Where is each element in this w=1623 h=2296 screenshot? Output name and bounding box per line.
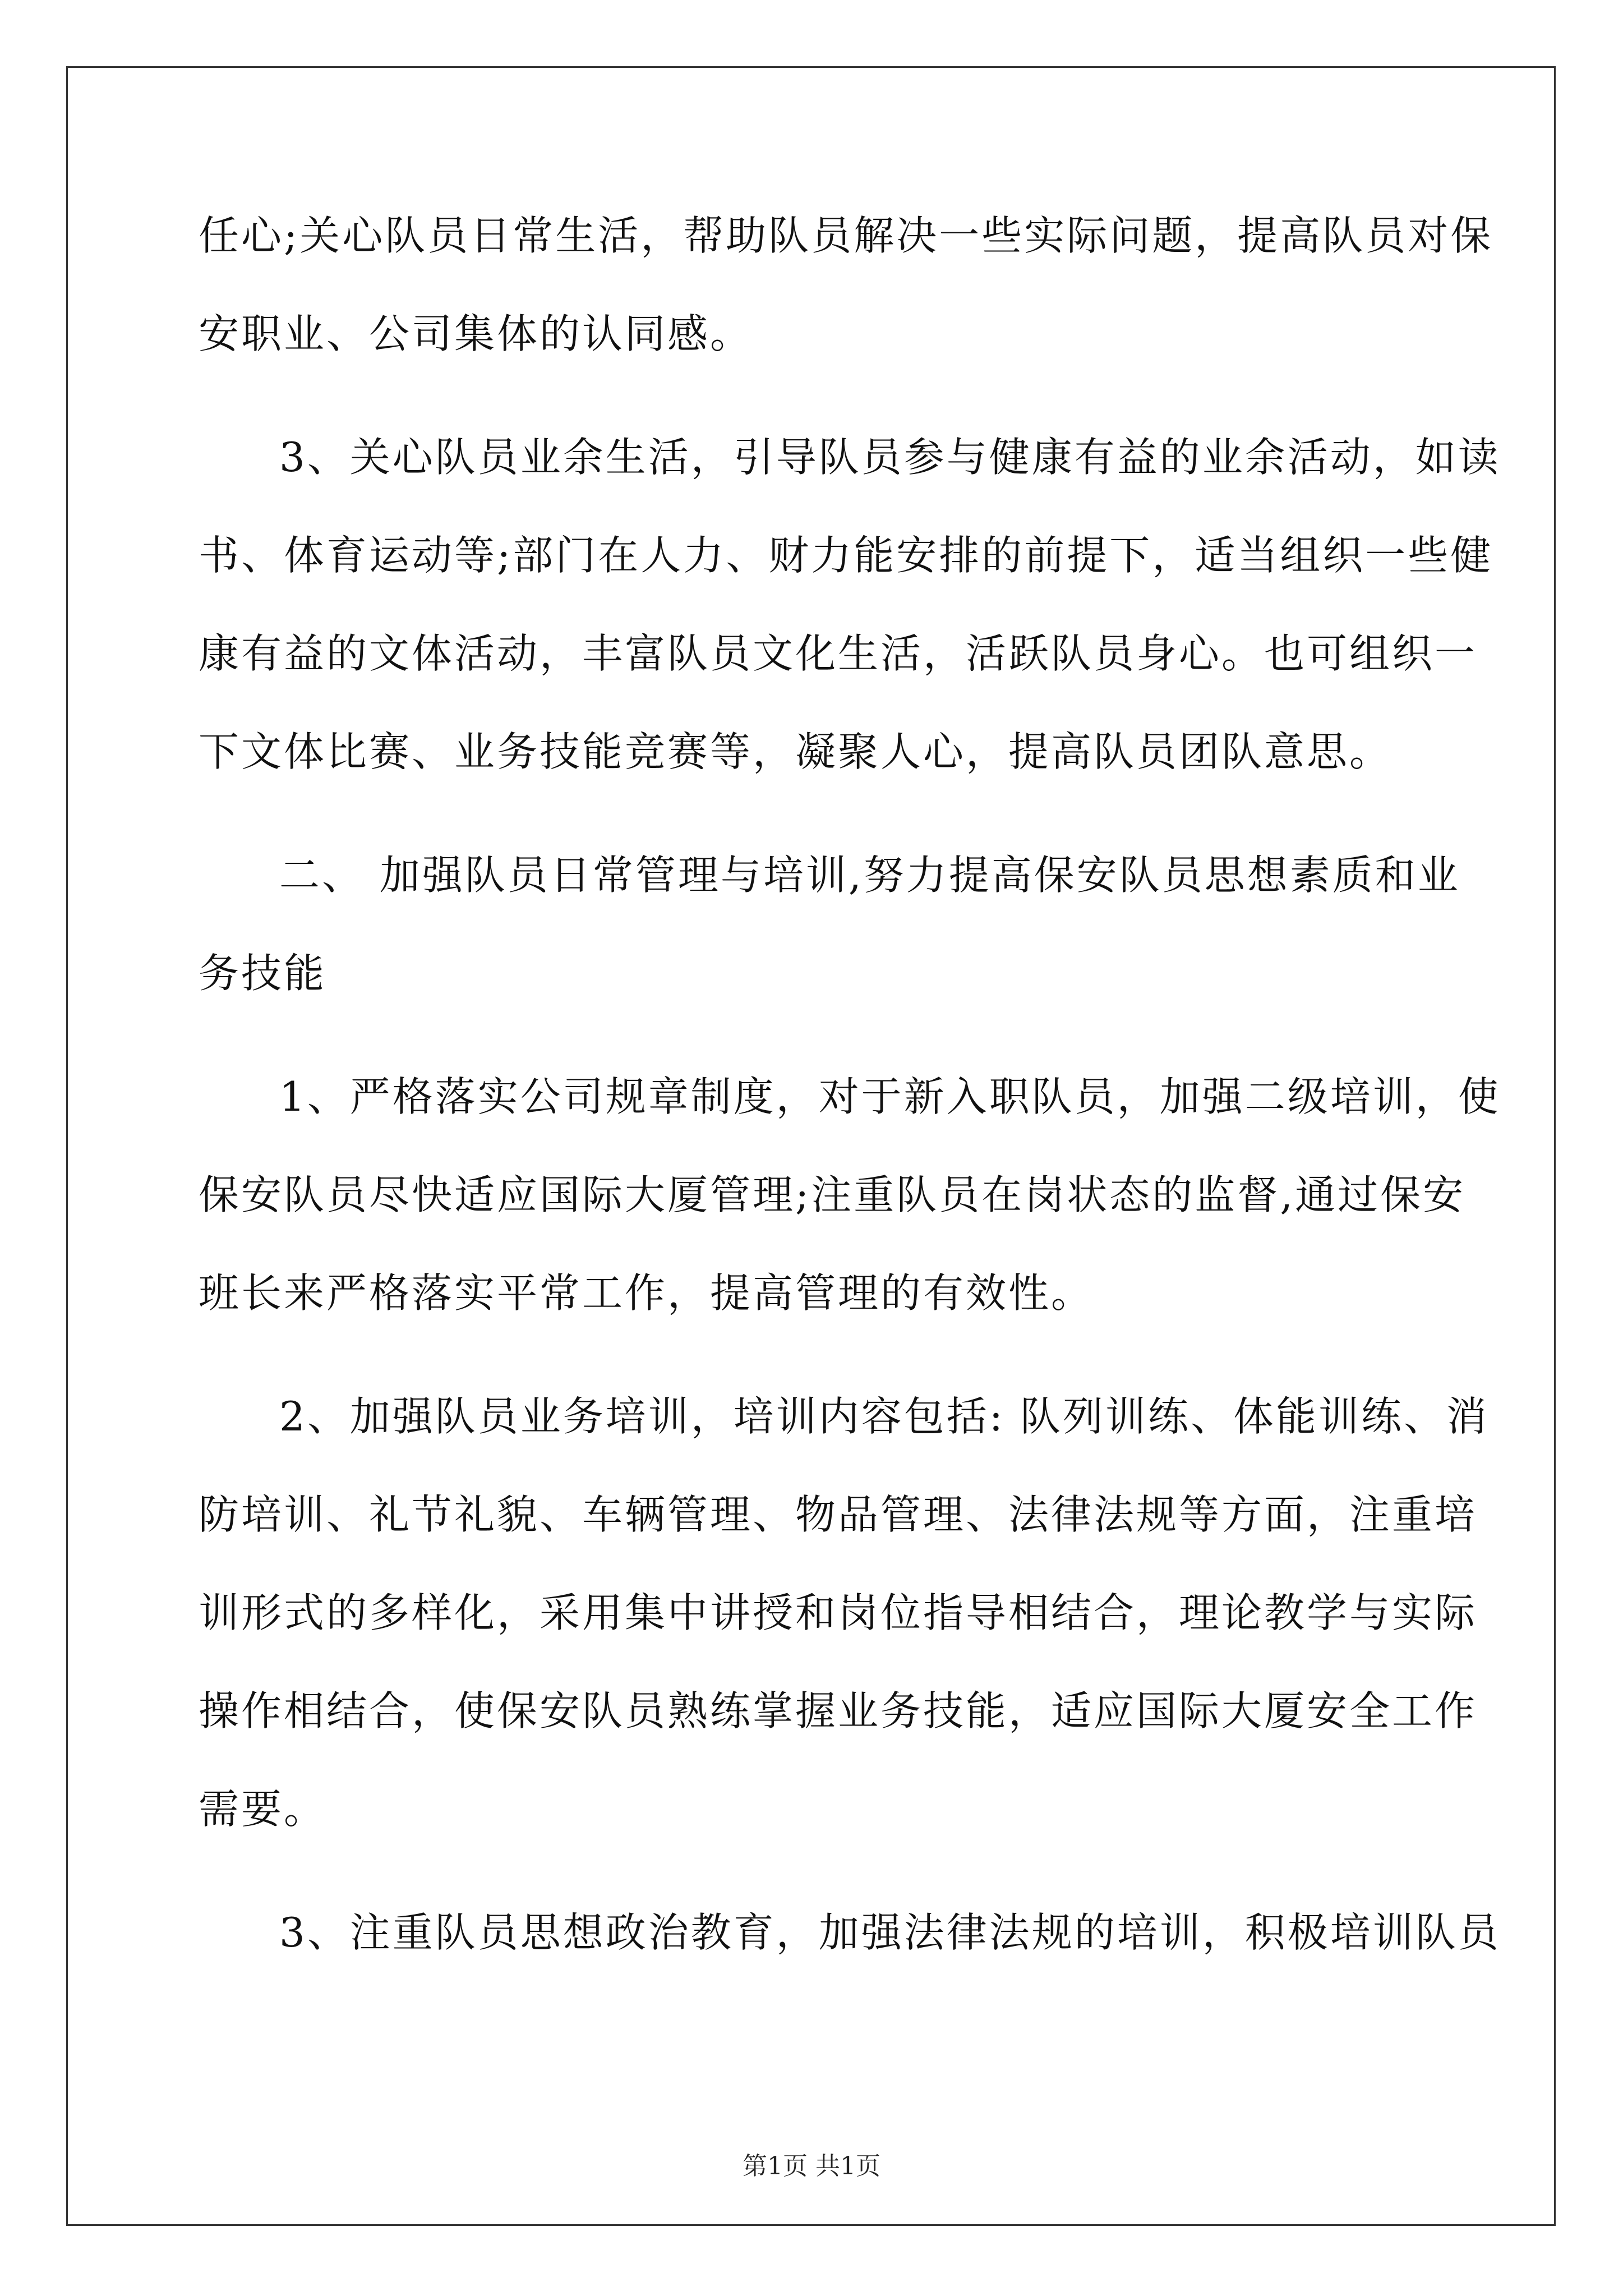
text-line: 1、严格落实公司规章制度，对于新入职队员，加强二级培训，使	[279, 1073, 1501, 1120]
text-line: 3、关心队员业余生活，引导队员参与健康有益的业余活动，如读	[279, 434, 1501, 481]
text-line: 训形式的多样化，采用集中讲授和岗位指导相结合，理论教学与实际	[199, 1589, 1478, 1636]
section-heading: 务技能	[199, 950, 327, 997]
text-line: 任心;关心队员日常生活，帮助队员解决一些实际问题，提高队员对保	[199, 212, 1493, 259]
text-line: 下文体比赛、业务技能竞赛等，凝聚人心，提高队员团队意思。	[199, 728, 1393, 775]
text-line: 需要。	[199, 1786, 327, 1833]
text-line: 3、注重队员思想政治教育，加强法律法规的培训，积极培训队员	[279, 1909, 1501, 1956]
text-line: 安职业、公司集体的认同感。	[199, 310, 753, 357]
page-footer: 第1页 共1页	[743, 2152, 880, 2180]
text-line: 康有益的文体活动，丰富队员文化生活，活跃队员身心。也可组织一	[199, 630, 1478, 677]
page-border	[66, 66, 1556, 2226]
section-heading: 二、 加强队员日常管理与培训,努力提高保安队员思想素质和业	[279, 852, 1460, 899]
text-line: 操作相结合，使保安队员熟练掌握业务技能，适应国际大厦安全工作	[199, 1687, 1478, 1734]
text-line: 防培训、礼节礼貌、车辆管理、物品管理、法律法规等方面，注重培	[199, 1491, 1478, 1538]
text-line: 班长来严格落实平常工作，提高管理的有效性。	[199, 1269, 1094, 1317]
text-line: 书、体育运动等;部门在人力、财力能安排的前提下，适当组织一些健	[199, 532, 1493, 579]
text-line: 2、加强队员业务培训，培训内容包括: 队列训练、体能训练、消	[279, 1393, 1489, 1440]
text-line: 保安队员尽快适应国际大厦管理;注重队员在岗状态的监督,通过保安	[199, 1171, 1466, 1218]
